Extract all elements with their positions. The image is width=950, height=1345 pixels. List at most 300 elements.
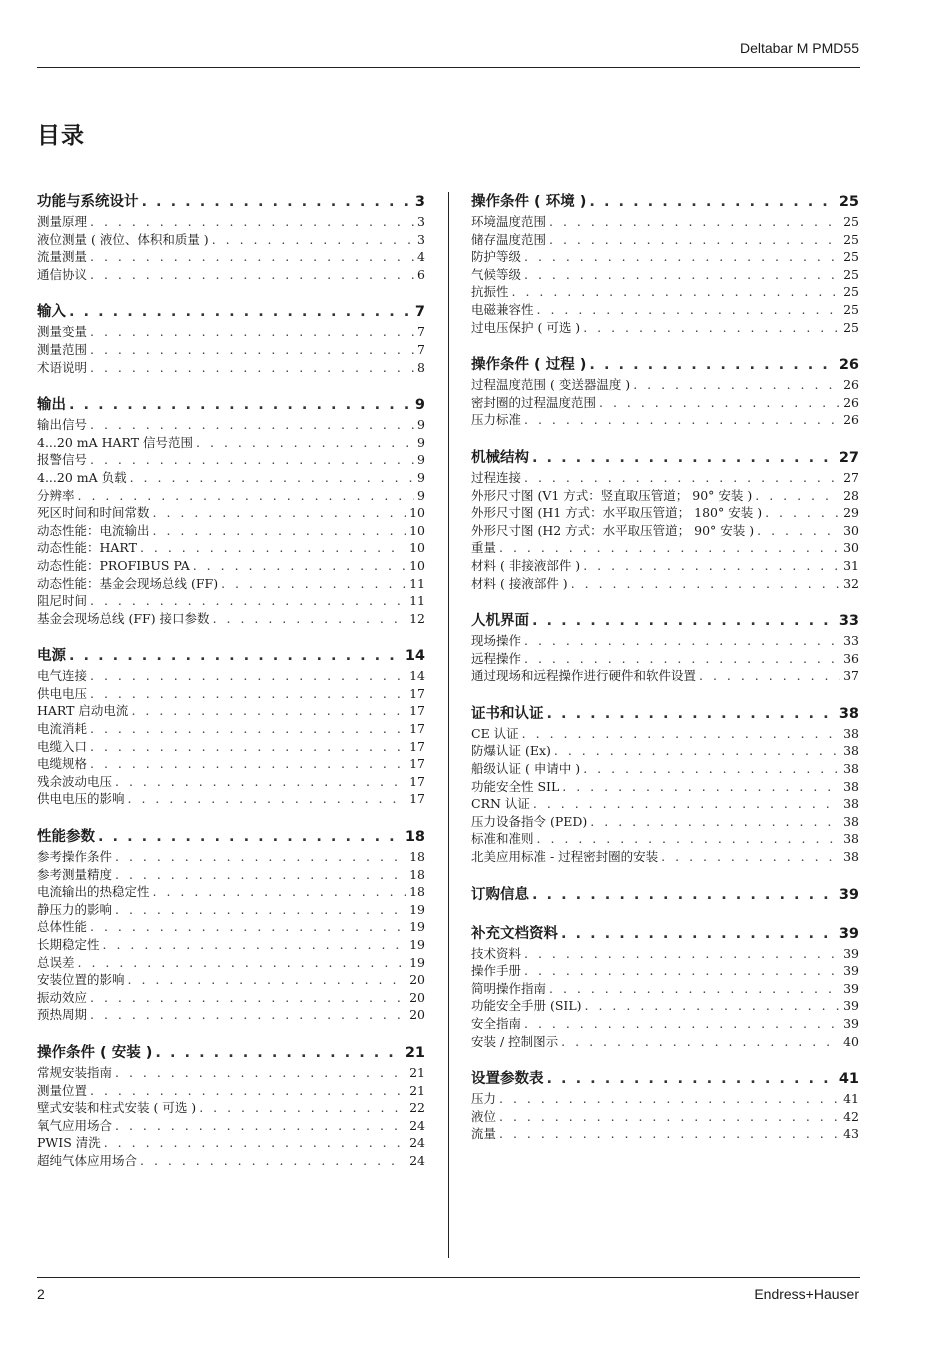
leader-dots	[115, 848, 406, 866]
toc-section-heading[interactable]	[471, 924, 859, 944]
leader-dots	[90, 341, 414, 359]
leader-dots	[765, 504, 840, 522]
toc-section	[37, 1043, 425, 1170]
toc-section-heading[interactable]	[471, 1069, 859, 1089]
toc-entry-page: 20	[409, 989, 425, 1005]
toc-entry-page: 17	[409, 703, 425, 719]
toc-entry[interactable]	[37, 738, 425, 756]
toc-entry[interactable]	[471, 632, 859, 650]
toc-entry-label: 测量原理	[37, 214, 88, 229]
leader-dots	[499, 1108, 840, 1126]
toc-entry-page: 17	[409, 791, 425, 807]
column-divider	[448, 192, 449, 1258]
toc-entry[interactable]	[37, 469, 425, 487]
toc-entry-page: 39	[843, 963, 859, 979]
toc-section-title: 输入	[37, 304, 66, 321]
toc-entry-page: 10	[409, 522, 425, 538]
leader-dots	[115, 901, 406, 919]
toc-entry-page: 38	[843, 796, 859, 812]
toc-entry-label: 液位	[471, 1108, 497, 1124]
toc-entry-label: 功能安全手册 (SIL)	[471, 998, 582, 1014]
leader-dots	[633, 376, 840, 394]
toc-section-heading[interactable]	[37, 646, 425, 666]
toc-entry-page: 28	[843, 487, 859, 503]
leader-dots	[90, 359, 414, 377]
leader-dots	[585, 997, 841, 1015]
toc-entry-label: 过程温度范围 ( 变送器温度 )	[471, 377, 631, 393]
toc-entry-label: 4...20 mA 负载	[37, 469, 127, 485]
toc-entry-page: 17	[409, 721, 425, 737]
toc-entry-label: 测量位置	[37, 1082, 88, 1098]
leader-dots	[524, 469, 840, 487]
leader-dots	[583, 557, 840, 575]
toc-entry-label: 现场操作	[471, 633, 522, 649]
toc-entry[interactable]	[37, 685, 425, 703]
toc-entry-page: 19	[409, 919, 425, 935]
toc-entry-label: 4...20 mA HART 信号范围	[37, 434, 194, 450]
toc-entry-label: 动态性能：PROFIBUS PA	[37, 557, 190, 573]
toc-entry-page: 26	[843, 394, 859, 410]
toc-entry-label: 静压力的影响	[37, 901, 113, 917]
toc-entry-label: 分辨率	[37, 487, 75, 503]
toc-section-title: 操作条件 ( 环境 )	[471, 194, 587, 210]
toc-entry[interactable]	[37, 451, 425, 469]
toc-entry-page: 9	[417, 417, 425, 433]
toc-entry-page: 38	[843, 831, 859, 847]
toc-entry-label: 电缆入口	[37, 738, 88, 754]
toc-entry[interactable]	[37, 702, 425, 720]
footer-rule	[37, 1277, 860, 1278]
toc-entry-label: 参考测量精度	[37, 866, 113, 882]
leader-dots	[78, 954, 407, 972]
toc-entry-page: 9	[417, 469, 425, 485]
toc-entry-page: 25	[843, 301, 859, 317]
toc-entry[interactable]	[37, 1006, 425, 1024]
toc-entry-page: 19	[409, 937, 425, 952]
toc-entry-page: 41	[843, 1091, 859, 1107]
toc-entry[interactable]	[471, 266, 859, 284]
leader-dots	[532, 611, 836, 631]
leader-dots	[90, 1006, 406, 1024]
leader-dots	[589, 355, 835, 375]
toc-entry-label: PWIS 清洗	[37, 1135, 101, 1151]
toc-entry-label: 防护等级	[471, 249, 522, 265]
toc-entry[interactable]	[37, 1099, 425, 1117]
toc-entry-page: 29	[843, 505, 859, 521]
toc-entry[interactable]	[37, 918, 425, 936]
toc-entry[interactable]	[471, 650, 859, 668]
toc-entry-page: 24	[409, 1117, 425, 1133]
leader-dots	[90, 918, 406, 936]
toc-entry[interactable]	[471, 778, 859, 796]
toc-entry-label: CE 认证	[471, 725, 519, 741]
leader-dots	[90, 738, 406, 756]
toc-entry[interactable]	[37, 901, 425, 919]
leader-dots	[153, 522, 407, 540]
toc-entry[interactable]	[37, 359, 425, 377]
toc-entry-label: 标准和准则	[471, 831, 534, 847]
toc-entry[interactable]	[471, 575, 859, 593]
toc-entry-label: 长期稳定性	[37, 937, 100, 952]
toc-section-page: 9	[414, 397, 425, 414]
toc-entry-label: 流量测量	[37, 249, 88, 265]
toc-entry[interactable]	[471, 469, 859, 487]
toc-section	[471, 192, 859, 336]
toc-entry[interactable]	[471, 848, 859, 866]
toc-entry[interactable]	[37, 989, 425, 1007]
leader-dots	[131, 702, 406, 720]
toc-entry-label: 供电电压的影响	[37, 791, 125, 807]
toc-entry-page: 30	[843, 540, 859, 556]
toc-entry-page: 38	[843, 849, 859, 865]
toc-entry[interactable]	[37, 866, 425, 884]
toc-section-heading[interactable]	[471, 355, 859, 375]
toc-section	[471, 1069, 859, 1143]
leader-dots	[221, 575, 406, 593]
toc-entry[interactable]	[471, 283, 859, 301]
leader-dots	[755, 487, 840, 505]
toc-section-page: 7	[414, 304, 425, 321]
leader-dots	[115, 1117, 406, 1135]
toc-entry-page: 7	[417, 324, 425, 340]
toc-entry[interactable]	[37, 522, 425, 540]
toc-section-heading[interactable]	[37, 827, 425, 847]
toc-entry-page: 38	[843, 761, 859, 777]
toc-entry-page: 21	[409, 1064, 425, 1080]
toc-entry-page: 8	[417, 359, 425, 375]
toc-entry[interactable]	[471, 557, 859, 575]
toc-entry[interactable]	[471, 1108, 859, 1126]
toc-section	[37, 302, 425, 376]
toc-entry-label: 简明操作指南	[471, 980, 547, 996]
toc-entry-page: 19	[409, 954, 425, 970]
toc-entry-page: 7	[417, 341, 425, 357]
toc-entry[interactable]	[37, 720, 425, 738]
toc-entry[interactable]	[471, 1125, 859, 1143]
toc-entry[interactable]	[37, 773, 425, 791]
toc-section-title: 操作条件 ( 过程 )	[471, 357, 587, 374]
leader-dots	[561, 1033, 840, 1051]
toc-entry-page: 26	[843, 377, 859, 393]
toc-entry-page: 21	[409, 1082, 425, 1098]
toc-section-heading[interactable]	[37, 192, 425, 212]
toc-entry[interactable]	[37, 1082, 425, 1100]
toc-entry-label: 预热周期	[37, 1007, 88, 1023]
toc-entry-label: 安装位置的影响	[37, 972, 125, 988]
leader-dots	[499, 539, 840, 557]
toc-entry-page: 20	[409, 1007, 425, 1023]
toc-section-page: 27	[838, 449, 859, 466]
toc-entry[interactable]	[37, 954, 425, 972]
toc-section-heading[interactable]	[471, 192, 859, 212]
toc-entry[interactable]	[471, 394, 859, 412]
toc-entry-label: 压力设备指令 (PED)	[471, 813, 588, 829]
toc-entry-page: 25	[843, 249, 859, 265]
toc-entry[interactable]	[37, 971, 425, 989]
toc-section-title: 操作条件 ( 安装 )	[37, 1044, 153, 1061]
toc-entry-page: 31	[843, 557, 859, 573]
toc-entry-page: 6	[417, 266, 425, 282]
leader-dots	[153, 504, 407, 522]
leader-dots	[583, 319, 840, 337]
toc-entry-label: 抗振性	[471, 284, 509, 300]
toc-section-title: 输出	[37, 397, 66, 414]
leader-dots	[140, 1152, 406, 1170]
toc-section	[37, 192, 425, 283]
toc-entry-label: 北美应用标准 - 过程密封圈的安装	[471, 849, 659, 865]
toc-section	[471, 611, 859, 685]
toc-entry-label: 安装 / 控制图示	[471, 1033, 559, 1049]
toc-entry-label: 外形尺寸图 (H1 方式：水平取压管道； 180° 安装 )	[471, 505, 763, 521]
toc-entry-page: 17	[409, 773, 425, 789]
toc-entry-label: 总体性能	[37, 919, 88, 935]
header-rule	[37, 67, 860, 68]
toc-entry-label: 环境温度范围	[471, 214, 547, 229]
leader-dots	[571, 575, 840, 593]
leader-dots	[524, 1015, 840, 1033]
toc-entry[interactable]	[471, 962, 859, 980]
toc-entry-label: 材料 ( 接液部件 )	[471, 575, 568, 591]
leader-dots	[537, 301, 841, 319]
toc-entry-label: 动态性能：电流输出	[37, 522, 150, 538]
leader-dots	[524, 632, 840, 650]
toc-entry-label: 死区时间和时间常数	[37, 505, 150, 521]
leader-dots	[547, 704, 836, 724]
toc-entry[interactable]	[37, 248, 425, 266]
toc-entry-page: 38	[843, 743, 859, 759]
toc-section-page: 25	[838, 194, 859, 210]
leader-dots	[537, 830, 841, 848]
toc-entry[interactable]	[471, 248, 859, 266]
toc-entry[interactable]	[37, 557, 425, 575]
toc-entry[interactable]	[37, 575, 425, 593]
leader-dots	[90, 720, 406, 738]
toc-section-heading[interactable]	[37, 395, 425, 415]
toc-entry-page: 25	[843, 319, 859, 335]
toc-entry-label: 参考操作条件	[37, 849, 113, 865]
toc-entry-label: 安全指南	[471, 1016, 522, 1031]
toc-entry-page: 18	[409, 849, 425, 865]
leader-dots	[549, 980, 840, 998]
toc-entry[interactable]	[37, 1064, 425, 1082]
toc-section-page: 41	[838, 1071, 859, 1088]
toc-entry[interactable]	[37, 610, 425, 628]
toc-entry-label: 常规安装指南	[37, 1064, 113, 1080]
toc-entry[interactable]	[471, 997, 859, 1015]
leader-dots	[583, 760, 840, 778]
toc-section-title: 补充文档资料	[471, 925, 558, 942]
toc-entry[interactable]	[37, 416, 425, 434]
toc-entry[interactable]	[37, 1152, 425, 1170]
leader-dots	[90, 1082, 406, 1100]
toc-entry-page: 9	[417, 452, 425, 468]
leader-dots	[590, 813, 840, 831]
toc-entry[interactable]	[471, 522, 859, 540]
toc-entry-page: 10	[409, 505, 425, 521]
toc-entry[interactable]	[471, 1015, 859, 1033]
toc-section-heading[interactable]	[471, 885, 859, 905]
toc-entry-page: 32	[843, 575, 859, 591]
toc-entry[interactable]	[37, 231, 425, 249]
toc-entry-page: 25	[843, 266, 859, 282]
toc-entry[interactable]	[471, 539, 859, 557]
toc-entry[interactable]	[37, 1134, 425, 1152]
toc-entry[interactable]	[37, 883, 425, 901]
toc-entry-label: 基金会现场总线 (FF) 接口参数	[37, 610, 210, 626]
toc-entry[interactable]	[37, 848, 425, 866]
toc-entry[interactable]	[37, 790, 425, 808]
toc-entry[interactable]	[37, 213, 425, 231]
toc-entry[interactable]	[471, 231, 859, 249]
leader-dots	[212, 231, 414, 249]
toc-entry[interactable]	[471, 760, 859, 778]
toc-entry[interactable]	[471, 1033, 859, 1051]
toc-entry-label: 操作手册	[471, 963, 522, 979]
toc-entry-label: 电磁兼容性	[471, 301, 534, 317]
toc-section	[471, 885, 859, 905]
leader-dots	[562, 778, 840, 796]
toc-entry-page: 3	[417, 231, 425, 247]
toc-entry[interactable]	[37, 504, 425, 522]
toc-entry-page: 38	[843, 778, 859, 794]
toc-entry[interactable]	[37, 341, 425, 359]
toc-entry-page: 39	[843, 980, 859, 996]
leader-dots	[524, 945, 840, 963]
toc-entry[interactable]	[471, 376, 859, 394]
leader-dots	[90, 248, 414, 266]
toc-entry[interactable]	[37, 667, 425, 685]
toc-entry-page: 39	[843, 945, 859, 961]
toc-section-title: 人机界面	[471, 613, 529, 630]
toc-entry[interactable]	[471, 725, 859, 743]
toc-section	[471, 355, 859, 429]
toc-entry-label: 供电电压	[37, 685, 88, 701]
leader-dots	[524, 248, 840, 266]
toc-section	[471, 924, 859, 1051]
toc-entry-page: 10	[409, 540, 425, 556]
toc-entry[interactable]	[471, 487, 859, 505]
leader-dots	[90, 667, 406, 685]
toc-entry[interactable]	[37, 266, 425, 284]
toc-section-heading[interactable]	[37, 1043, 425, 1063]
toc-section-title: 订购信息	[471, 886, 529, 903]
leader-dots	[561, 924, 836, 944]
toc-section-heading[interactable]	[471, 704, 859, 724]
toc-entry[interactable]	[37, 539, 425, 557]
toc-entry-page: 39	[843, 1016, 859, 1031]
toc-entry-page: 38	[843, 813, 859, 829]
leader-dots	[90, 592, 406, 610]
toc-entry-page: 17	[409, 756, 425, 772]
toc-entry-label: 储存温度范围	[471, 231, 547, 247]
toc-entry-label: 测量范围	[37, 341, 88, 357]
toc-entry-label: 材料 ( 非接液部件 )	[471, 557, 581, 573]
toc-entry-page: 17	[409, 738, 425, 754]
toc-entry[interactable]	[37, 487, 425, 505]
toc-entry[interactable]	[37, 1117, 425, 1135]
toc-section-title: 功能与系统设计	[37, 194, 139, 210]
toc-entry-label: 功能安全性 SIL	[471, 778, 560, 794]
toc-entry[interactable]	[37, 936, 425, 954]
toc-entry[interactable]	[471, 742, 859, 760]
toc-entry-page: 18	[409, 884, 425, 900]
toc-entry[interactable]	[471, 504, 859, 522]
leader-dots	[140, 539, 406, 557]
toc-entry-page: 10	[409, 557, 425, 573]
toc-entry[interactable]	[471, 945, 859, 963]
toc-entry[interactable]	[471, 411, 859, 429]
toc-section-title: 机械结构	[471, 449, 529, 466]
leader-dots	[115, 1064, 406, 1082]
toc-entry-page: 24	[409, 1152, 425, 1168]
toc-section-page: 21	[404, 1044, 425, 1061]
toc-entry-page: 40	[843, 1033, 859, 1049]
leader-dots	[90, 266, 414, 284]
toc-entry[interactable]	[471, 667, 859, 685]
toc-entry-label: 远程操作	[471, 650, 522, 666]
toc-section-heading[interactable]	[471, 448, 859, 468]
leader-dots	[213, 610, 407, 628]
toc-entry[interactable]	[37, 755, 425, 773]
toc-entry-page: 14	[409, 668, 425, 684]
toc-entry-label: 阻尼时间	[37, 593, 88, 609]
leader-dots	[69, 395, 412, 415]
toc-entry[interactable]	[471, 813, 859, 831]
leader-dots	[130, 469, 414, 487]
toc-section-heading[interactable]	[37, 302, 425, 322]
toc-section-page: 18	[404, 829, 425, 846]
toc-entry-label: 电流消耗	[37, 721, 88, 737]
toc-entry-label: 气候等级	[471, 266, 522, 282]
toc-entry[interactable]	[37, 434, 425, 452]
toc-entry-page: 3	[417, 214, 425, 229]
toc-entry-label: 壁式安装和柱式安装 ( 可选 )	[37, 1100, 197, 1116]
leader-dots	[661, 848, 840, 866]
page-number: 2	[37, 1286, 45, 1302]
toc-entry-page: 17	[409, 685, 425, 701]
toc-section-page: 39	[838, 886, 859, 903]
leader-dots	[499, 1090, 840, 1108]
toc-entry[interactable]	[37, 323, 425, 341]
toc-entry[interactable]	[471, 301, 859, 319]
toc-section-page: 38	[838, 705, 859, 722]
toc-entry[interactable]	[471, 980, 859, 998]
leader-dots	[589, 192, 835, 212]
toc-entry[interactable]	[471, 1090, 859, 1108]
leader-dots	[153, 883, 407, 901]
toc-section-page: 14	[404, 648, 425, 665]
toc-section-heading[interactable]	[471, 611, 859, 631]
toc-entry[interactable]	[471, 830, 859, 848]
toc-section-page: 39	[838, 925, 859, 942]
leader-dots	[524, 650, 840, 668]
toc-left-column	[37, 192, 425, 1189]
toc-entry[interactable]	[471, 213, 859, 231]
toc-entry-page: 25	[843, 214, 859, 229]
toc-entry[interactable]	[37, 592, 425, 610]
toc-section-title: 设置参数表	[471, 1071, 544, 1088]
toc-section-title: 电源	[37, 648, 66, 665]
leader-dots	[499, 1125, 840, 1143]
leader-dots	[90, 989, 406, 1007]
leader-dots	[90, 213, 414, 231]
toc-entry-label: 报警信号	[37, 452, 88, 468]
document-title: Deltabar M PMD55	[739, 40, 859, 56]
leader-dots	[196, 434, 414, 452]
toc-entry[interactable]	[471, 795, 859, 813]
leader-dots	[69, 646, 402, 666]
toc-entry[interactable]	[471, 319, 859, 337]
